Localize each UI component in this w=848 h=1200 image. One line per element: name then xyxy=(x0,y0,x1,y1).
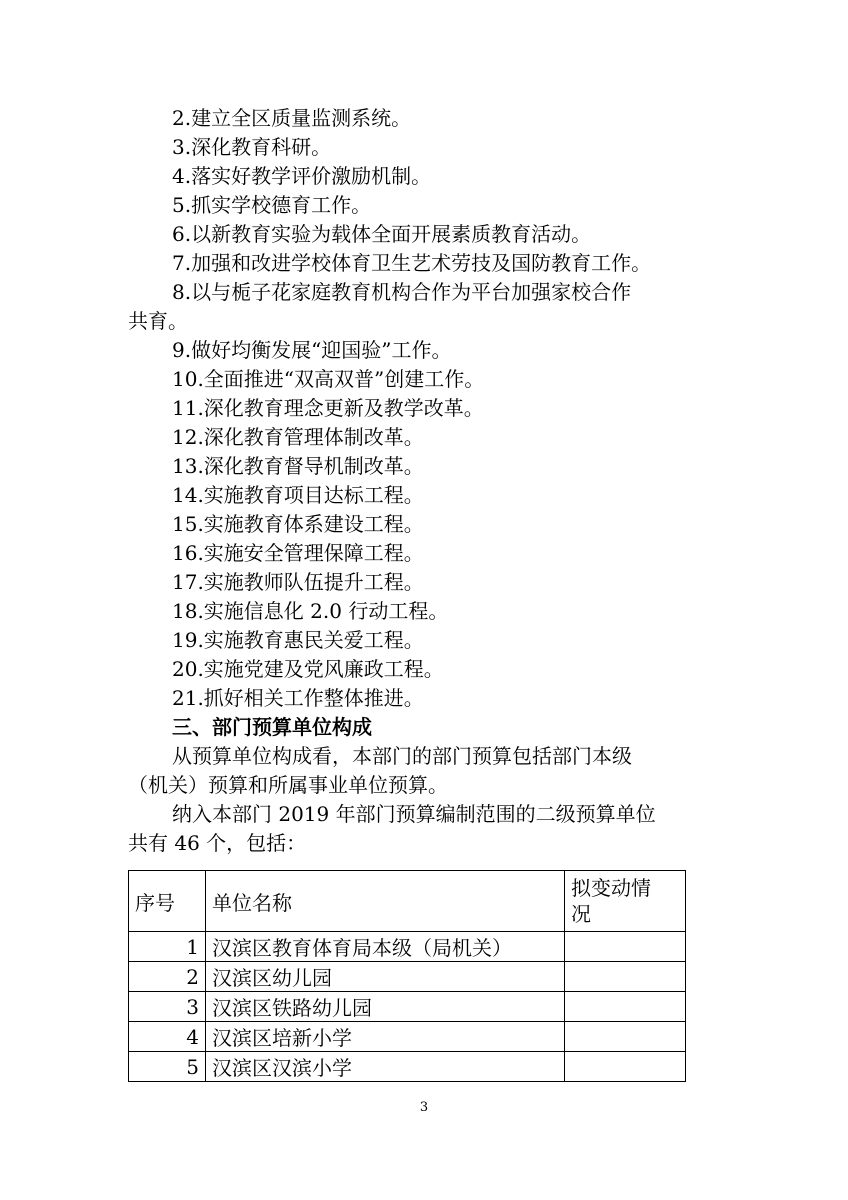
table-row xyxy=(129,1022,686,1052)
cell-change xyxy=(565,932,686,962)
list-item: 10.全面推进“双高双普”创建工作。 xyxy=(172,367,485,391)
list-item: 21.抓好相关工作整体推进。 xyxy=(172,686,424,710)
cell-change xyxy=(565,1052,686,1082)
header-change-line1: 拟变动情 xyxy=(571,876,651,900)
list-item: 3.深化教育科研。 xyxy=(172,135,332,159)
header-change-line2: 况 xyxy=(571,902,591,926)
cell-unit-name: 汉滨区汉滨小学 xyxy=(206,1052,565,1082)
paragraph-line: 纳入本部门 2019 年部门预算编制范围的二级预算单位 xyxy=(172,802,656,826)
cell-unit-name: 汉滨区教育体育局本级（局机关） xyxy=(206,932,565,962)
list-item: 2.建立全区质量监测系统。 xyxy=(172,106,412,130)
list-item: 17.实施教师队伍提升工程。 xyxy=(172,570,424,594)
list-item: 5.抓实学校德育工作。 xyxy=(172,193,372,217)
list-item: 7.加强和改进学校体育卫生艺术劳技及国防教育工作。 xyxy=(172,251,652,275)
paragraph-line: 共有 46 个，包括： xyxy=(128,831,307,855)
cell-no: 3 xyxy=(129,992,206,1022)
cell-change xyxy=(565,992,686,1022)
body-text xyxy=(128,104,728,858)
list-item: 19.实施教育惠民关爱工程。 xyxy=(172,628,424,652)
header-no: 序号 xyxy=(129,871,206,932)
cell-no: 1 xyxy=(129,932,206,962)
header-unit-name: 单位名称 xyxy=(206,871,565,932)
list-item: 13.深化教育督导机制改革。 xyxy=(172,454,424,478)
cell-unit-name: 汉滨区铁路幼儿园 xyxy=(206,992,565,1022)
section-heading: 三、部门预算单位构成 xyxy=(172,715,372,739)
cell-unit-name: 汉滨区幼儿园 xyxy=(206,962,565,992)
paragraph-line: 从预算单位构成看，本部门的部门预算包括部门本级 xyxy=(172,744,632,768)
list-item: 8.以与栀子花家庭教育机构合作为平台加强家校合作 xyxy=(172,280,632,304)
table-row xyxy=(129,1052,686,1082)
list-item: 18.实施信息化 2.0 行动工程。 xyxy=(172,599,449,623)
list-item-continuation: 共育。 xyxy=(128,309,188,333)
cell-no: 2 xyxy=(129,962,206,992)
cell-change xyxy=(565,1022,686,1052)
table-row xyxy=(129,932,686,962)
list-item: 14.实施教育项目达标工程。 xyxy=(172,483,424,507)
table-row xyxy=(129,962,686,992)
list-item: 4.落实好教学评价激励机制。 xyxy=(172,164,432,188)
cell-no: 4 xyxy=(129,1022,206,1052)
list-item: 12.深化教育管理体制改革。 xyxy=(172,425,424,449)
list-item: 15.实施教育体系建设工程。 xyxy=(172,512,424,536)
table-row xyxy=(129,992,686,1022)
header-change xyxy=(565,871,686,932)
list-item: 9.做好均衡发展“迎国验”工作。 xyxy=(172,338,452,362)
list-item: 20.实施党建及党风廉政工程。 xyxy=(172,657,444,681)
list-item: 16.实施安全管理保障工程。 xyxy=(172,541,424,565)
table-header-row xyxy=(129,871,686,932)
list-item: 6.以新教育实验为载体全面开展素质教育活动。 xyxy=(172,222,592,246)
cell-unit-name: 汉滨区培新小学 xyxy=(206,1022,565,1052)
cell-no: 5 xyxy=(129,1052,206,1082)
cell-change xyxy=(565,962,686,992)
budget-units-table xyxy=(128,870,686,1082)
list-item: 11.深化教育理念更新及教学改革。 xyxy=(172,396,484,420)
paragraph-line: （机关）预算和所属事业单位预算。 xyxy=(128,773,448,797)
page-number: 3 xyxy=(419,1100,429,1115)
